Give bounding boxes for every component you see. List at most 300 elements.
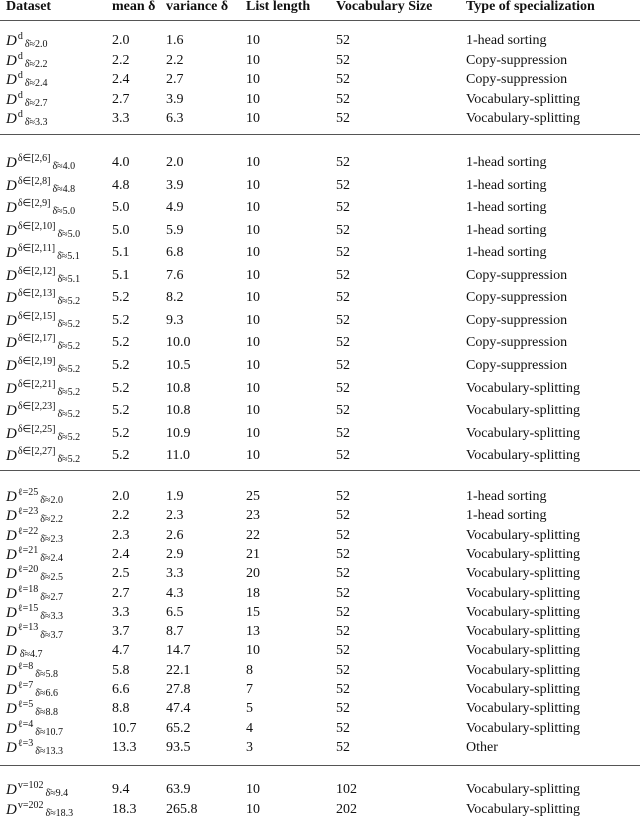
table-row [0, 71, 640, 89]
dataset-base: D [6, 177, 17, 194]
vocab-size-value: 52 [336, 52, 350, 68]
table-row [0, 177, 640, 195]
dataset-name [6, 700, 58, 718]
list-length-value: 25 [246, 489, 260, 504]
specialization-type: Vocabulary-splitting [466, 527, 581, 543]
dataset-base: D [6, 91, 17, 108]
mean-value: 3.3 [112, 111, 130, 126]
dataset-name [6, 546, 63, 564]
variance-value: 27.8 [166, 682, 191, 697]
dataset-superscript: δ∈[2,10] [17, 220, 56, 232]
table-row [0, 604, 640, 622]
dataset-name [6, 91, 48, 109]
dataset-subscript: δ̄≈6.6 [35, 688, 58, 699]
dataset-base: D [6, 380, 17, 397]
dataset-base: D [6, 290, 17, 307]
specialization-type: Vocabulary-splitting [466, 403, 581, 419]
variance-value: 4.9 [166, 200, 184, 216]
list-length-value: 10 [246, 200, 260, 216]
variance-value: 8.2 [166, 290, 184, 306]
mean-value: 2.7 [112, 91, 130, 107]
dataset-subscript: δ̄≈9.4 [45, 788, 69, 799]
dataset-base: D [6, 111, 17, 127]
table-row [0, 110, 640, 128]
dataset-superscript: ℓ=5 [17, 699, 34, 711]
dataset-subscript: δ̄≈4.0 [52, 161, 76, 172]
dataset-superscript: δ∈[2,23] [17, 401, 56, 413]
list-length-value: 21 [246, 546, 260, 562]
table-row [0, 565, 640, 583]
vocab-size-value: 52 [336, 701, 350, 717]
dataset-superscript: ℓ=21 [17, 544, 39, 556]
dataset-subscript: δ̄≈2.0 [40, 495, 63, 506]
specialization-type: Vocabulary-splitting [466, 91, 581, 107]
dataset-superscript: ℓ=23 [17, 506, 39, 518]
vocab-size-value: 52 [336, 585, 350, 601]
dataset-subscript: δ̄≈5.2 [57, 454, 81, 466]
list-length-value: 10 [246, 403, 260, 419]
dataset-base: D [6, 357, 17, 374]
dataset-name [6, 32, 48, 50]
dataset-superscript: δ∈[2,11] [17, 243, 56, 255]
dataset-superscript: δ∈[2,8] [17, 175, 51, 187]
vocab-size-value: 52 [336, 335, 350, 351]
dataset-superscript: ℓ=20 [17, 564, 39, 576]
dataset-subscript: δ̄≈5.0 [52, 206, 76, 218]
variance-value: 6.5 [166, 604, 184, 620]
dataset-name [6, 447, 80, 465]
mean-value: 13.3 [112, 739, 137, 755]
dataset-base: D [6, 802, 17, 818]
specialization-type: Vocabulary-splitting [466, 662, 581, 678]
table-row [0, 585, 640, 603]
dataset-superscript: ℓ=4 [17, 718, 34, 730]
vocab-size-value: 52 [336, 662, 350, 678]
dataset-subscript: δ̄≈3.3 [24, 117, 48, 128]
dataset-superscript: d [17, 109, 23, 120]
dataset-base: D [6, 508, 17, 525]
mean-value: 2.4 [112, 72, 130, 87]
list-length-value: 7 [246, 682, 253, 697]
mean-value: 5.0 [112, 200, 130, 216]
dataset-base: D [6, 546, 17, 563]
mean-value: 18.3 [112, 802, 137, 817]
variance-value: 1.6 [166, 33, 184, 48]
specialization-type: Copy-suppression [466, 312, 568, 328]
variance-value: 10.8 [166, 380, 191, 396]
specialization-type: Vocabulary-splitting [466, 643, 581, 659]
dataset-base: D [6, 604, 17, 621]
mean-value: 5.0 [112, 222, 130, 238]
mean-value: 5.2 [112, 312, 130, 328]
dataset-superscript: ℓ=18 [17, 583, 39, 595]
table-row [0, 527, 640, 545]
specialization-type: Copy-suppression [466, 357, 568, 373]
dataset-superscript: ℓ=15 [17, 602, 39, 614]
vocab-size-value: 52 [336, 155, 350, 170]
dataset-subscript: δ̄≈18.3 [45, 808, 74, 819]
list-length-value: 10 [246, 335, 260, 351]
dataset-name [6, 380, 80, 398]
dataset-subscript: δ̄≈3.3 [40, 610, 63, 622]
dataset-subscript: δ̄≈2.3 [40, 533, 63, 545]
dataset-base: D [6, 200, 17, 217]
dataset-base: D [6, 52, 17, 69]
dataset-base: D [6, 566, 17, 583]
list-length-value: 10 [246, 357, 260, 373]
mean-value: 2.5 [112, 566, 130, 582]
variance-value: 2.0 [166, 155, 184, 170]
list-length-value: 10 [246, 245, 260, 261]
list-length-value: 3 [246, 739, 253, 755]
list-length-value: 10 [246, 177, 260, 193]
specialization-type: 1-head sorting [466, 508, 547, 524]
variance-value: 2.3 [166, 508, 184, 524]
table-row [0, 739, 640, 757]
header-vocab-size: Vocabulary Size [336, 0, 433, 14]
mean-value: 5.2 [112, 290, 130, 306]
dataset-superscript: δ∈[2,12] [17, 265, 56, 277]
dataset-name [6, 604, 63, 622]
table-row [0, 244, 640, 262]
dataset-base: D [6, 701, 17, 718]
specialization-type: 1-head sorting [466, 245, 547, 261]
dataset-subscript: δ̄≈2.7 [40, 591, 63, 603]
variance-value: 63.9 [166, 782, 191, 797]
variance-value: 14.7 [166, 643, 191, 659]
dataset-name [6, 623, 63, 641]
table-row [0, 267, 640, 285]
list-length-value: 10 [246, 643, 260, 659]
variance-value: 3.3 [166, 566, 184, 582]
table-row [0, 662, 640, 680]
specialization-type: Vocabulary-splitting [466, 111, 581, 126]
table-row [0, 720, 640, 738]
mean-value: 5.1 [112, 245, 130, 261]
dataset-name [6, 662, 58, 680]
specialization-type: Copy-suppression [466, 52, 568, 68]
dataset-name [6, 334, 80, 352]
specialization-type: Vocabulary-splitting [466, 425, 581, 441]
dataset-superscript: v=102 [17, 780, 44, 791]
mean-value: 2.2 [112, 52, 130, 68]
table-row [0, 334, 640, 352]
dataset-base: D [6, 489, 17, 505]
mean-value: 6.6 [112, 682, 130, 697]
dataset-base: D [6, 267, 17, 284]
specialization-type: Copy-suppression [466, 267, 568, 283]
dataset-base: D [6, 245, 17, 262]
variance-value: 11.0 [166, 448, 190, 464]
list-length-value: 10 [246, 72, 260, 87]
dataset-name [6, 71, 48, 89]
dataset-superscript: d [17, 89, 23, 101]
mean-value: 4.7 [112, 643, 130, 659]
vocab-size-value: 52 [336, 739, 350, 755]
dataset-superscript: δ∈[2,25] [17, 423, 56, 435]
mean-value: 5.2 [112, 380, 130, 396]
variance-value: 3.9 [166, 91, 184, 107]
table-row [0, 357, 640, 375]
list-length-value: 10 [246, 380, 260, 396]
variance-value: 2.2 [166, 52, 184, 68]
dataset-subscript: δ̄≈5.2 [57, 318, 81, 330]
variance-value: 6.8 [166, 245, 184, 261]
mean-value: 3.7 [112, 624, 130, 640]
variance-value: 10.5 [166, 357, 191, 373]
vocab-size-value: 52 [336, 91, 350, 107]
vocab-size-value: 52 [336, 403, 350, 419]
dataset-superscript: δ∈[2,19] [17, 355, 56, 367]
dataset-superscript: ℓ=25 [17, 487, 39, 498]
table-row [0, 447, 640, 465]
table-row [0, 623, 640, 641]
mean-value: 4.0 [112, 155, 130, 170]
mean-value: 5.2 [112, 357, 130, 373]
list-length-value: 10 [246, 33, 260, 48]
list-length-value: 10 [246, 448, 260, 464]
specialization-type: Vocabulary-splitting [466, 701, 581, 717]
list-length-value: 10 [246, 290, 260, 306]
mean-value: 5.8 [112, 662, 130, 678]
table-row [0, 312, 640, 330]
vocab-size-value: 52 [336, 312, 350, 328]
specialization-type: Copy-suppression [466, 290, 568, 306]
dataset-base: D [6, 662, 17, 679]
mean-value: 8.8 [112, 701, 130, 717]
dataset-base: D [6, 155, 17, 171]
vocab-size-value: 52 [336, 380, 350, 396]
dataset-subscript: δ̄≈8.8 [35, 707, 58, 719]
dataset-superscript: ℓ=3 [17, 737, 34, 749]
header-row [0, 0, 640, 16]
table-row [0, 402, 640, 420]
table-row [0, 52, 640, 70]
vocab-size-value: 52 [336, 489, 350, 504]
dataset-subscript: δ̄≈5.1 [57, 273, 81, 285]
dataset-name [6, 154, 75, 172]
dataset-subscript: δ̄≈5.2 [57, 386, 81, 398]
dataset-superscript: δ∈[2,17] [17, 333, 56, 345]
dataset-base: D [6, 222, 17, 239]
list-length-value: 10 [246, 111, 260, 126]
list-length-value: 10 [246, 802, 260, 817]
table-row [0, 488, 640, 506]
vocab-size-value: 52 [336, 425, 350, 441]
dataset-name [6, 110, 48, 128]
variance-value: 2.7 [166, 72, 184, 87]
variance-value: 10.9 [166, 425, 191, 441]
dataset-subscript: δ̄≈4.8 [52, 183, 76, 195]
list-length-value: 10 [246, 782, 260, 797]
dataset-subscript: δ̄≈5.2 [57, 431, 81, 443]
dataset-base: D [6, 643, 17, 660]
mean-value: 9.4 [112, 782, 130, 797]
dataset-subscript: δ̄≈5.2 [57, 296, 81, 308]
vocab-size-value: 52 [336, 643, 350, 659]
vocab-size-value: 52 [336, 720, 350, 736]
dataset-subscript: δ̄≈10.7 [35, 726, 63, 738]
vocab-size-value: 52 [336, 566, 350, 582]
dataset-subscript: δ̄≈2.7 [24, 97, 48, 109]
specialization-type: Vocabulary-splitting [466, 546, 581, 562]
dataset-superscript: d [17, 31, 23, 42]
header-mean: mean δ [112, 0, 156, 14]
vocab-size-value: 52 [336, 267, 350, 283]
mean-value: 5.2 [112, 335, 130, 351]
dataset-superscript: δ∈[2,15] [17, 310, 56, 322]
variance-value: 8.7 [166, 624, 184, 640]
mean-value: 2.7 [112, 585, 130, 601]
list-length-value: 10 [246, 267, 260, 283]
list-length-value: 10 [246, 222, 260, 238]
variance-value: 93.5 [166, 739, 191, 755]
dataset-name [6, 402, 80, 420]
specialization-type: 1-head sorting [466, 155, 547, 170]
variance-value: 1.9 [166, 489, 184, 504]
list-length-value: 10 [246, 155, 260, 170]
dataset-superscript: ℓ=7 [17, 680, 34, 691]
dataset-base: D [6, 312, 17, 329]
specialization-type: Vocabulary-splitting [466, 585, 581, 601]
mean-value: 2.0 [112, 33, 130, 48]
dataset-subscript: δ̄≈2.4 [24, 78, 48, 89]
dataset-subscript: δ̄≈5.0 [57, 228, 81, 240]
variance-value: 5.9 [166, 222, 184, 238]
header-specialization: Type of specialization [466, 0, 595, 14]
dataset-superscript: δ∈[2,9] [17, 198, 51, 210]
specialization-type: Copy-suppression [466, 72, 568, 87]
specialization-type: Vocabulary-splitting [466, 448, 581, 464]
dataset-name [6, 177, 75, 195]
list-length-value: 20 [246, 566, 260, 582]
mean-value: 4.8 [112, 177, 130, 193]
variance-value: 10.0 [166, 335, 191, 351]
table-row [0, 642, 640, 660]
dataset-base: D [6, 527, 17, 544]
vocab-size-value: 52 [336, 222, 350, 238]
dataset-subscript: δ̄≈5.2 [57, 341, 81, 353]
specialization-type: Vocabulary-splitting [466, 566, 581, 582]
specialization-type: Other [466, 739, 498, 755]
specialization-type: 1-head sorting [466, 200, 547, 216]
table-row [0, 222, 640, 240]
dataset-base: D [6, 682, 17, 698]
dataset-name [6, 357, 80, 375]
list-length-value: 4 [246, 720, 253, 736]
dataset-name [6, 681, 58, 699]
dataset-subscript: δ̄≈2.2 [24, 58, 48, 70]
dataset-name [6, 52, 48, 70]
dataset-name [6, 739, 63, 757]
dataset-subscript: δ̄≈4.7 [19, 649, 43, 661]
dataset-superscript: ℓ=8 [17, 660, 34, 672]
dataset-base: D [6, 720, 17, 737]
dataset-base: D [6, 624, 17, 641]
dataset-subscript: δ̄≈2.2 [40, 514, 63, 526]
vocab-size-value: 52 [336, 508, 350, 524]
list-length-value: 10 [246, 52, 260, 68]
dataset-superscript: δ∈[2,6] [17, 153, 51, 164]
vocab-size-value: 102 [336, 782, 357, 797]
table-row [0, 289, 640, 307]
dataset-base: D [6, 585, 17, 602]
list-length-value: 8 [246, 662, 253, 678]
specialization-type: 1-head sorting [466, 33, 547, 48]
dataset-name [6, 488, 63, 506]
header-rule [0, 20, 640, 21]
table-row [0, 32, 640, 50]
vocab-size-value: 52 [336, 527, 350, 543]
specialization-type: Vocabulary-splitting [466, 624, 581, 640]
mean-value: 3.3 [112, 604, 130, 620]
mean-value: 2.4 [112, 546, 130, 562]
list-length-value: 13 [246, 624, 260, 640]
header-variance: variance δ [166, 0, 229, 14]
vocab-size-value: 52 [336, 448, 350, 464]
dataset-subscript: δ̄≈5.1 [57, 251, 80, 263]
table-row [0, 507, 640, 525]
variance-value: 7.6 [166, 267, 184, 283]
table-row [0, 546, 640, 564]
dataset-subscript: δ̄≈2.4 [40, 552, 63, 564]
list-length-value: 15 [246, 604, 260, 620]
dataset-subscript: δ̄≈3.7 [40, 630, 63, 642]
vocab-size-value: 202 [336, 802, 357, 817]
specialization-type: Copy-suppression [466, 335, 568, 351]
vocab-size-value: 52 [336, 546, 350, 562]
variance-value: 3.9 [166, 177, 184, 193]
dataset-base: D [6, 72, 17, 88]
group-divider [0, 470, 640, 471]
variance-value: 10.8 [166, 403, 191, 419]
dataset-superscript: ℓ=13 [17, 622, 39, 634]
variance-value: 2.6 [166, 527, 184, 543]
dataset-name [6, 267, 80, 285]
dataset-name [6, 801, 73, 819]
mean-value: 5.2 [112, 448, 130, 464]
dataset-base: D [6, 425, 17, 442]
table-row [0, 380, 640, 398]
dataset-base: D [6, 739, 17, 756]
dataset-name [6, 565, 63, 583]
variance-value: 65.2 [166, 720, 191, 736]
table-row [0, 91, 640, 109]
table-row [0, 681, 640, 699]
dataset-base: D [6, 782, 17, 798]
dataset-superscript: δ∈[2,13] [17, 288, 56, 300]
table-row [0, 801, 640, 819]
mean-value: 2.3 [112, 527, 130, 543]
vocab-size-value: 52 [336, 357, 350, 373]
vocab-size-value: 52 [336, 200, 350, 216]
dataset-name [6, 425, 80, 443]
dataset-superscript: d [17, 70, 23, 81]
dataset-subscript: δ̄≈5.2 [57, 363, 81, 375]
dataset-base: D [6, 403, 17, 420]
variance-value: 9.3 [166, 312, 184, 328]
list-length-value: 23 [246, 508, 260, 524]
dataset-name [6, 222, 80, 240]
dataset-name [6, 312, 80, 330]
mean-value: 5.2 [112, 403, 130, 419]
dataset-base: D [6, 335, 17, 352]
dataset-superscript: v=202 [17, 800, 44, 811]
dataset-subscript: δ̄≈13.3 [35, 745, 63, 757]
variance-value: 6.3 [166, 111, 184, 126]
variance-value: 2.9 [166, 546, 184, 562]
list-length-value: 10 [246, 425, 260, 441]
